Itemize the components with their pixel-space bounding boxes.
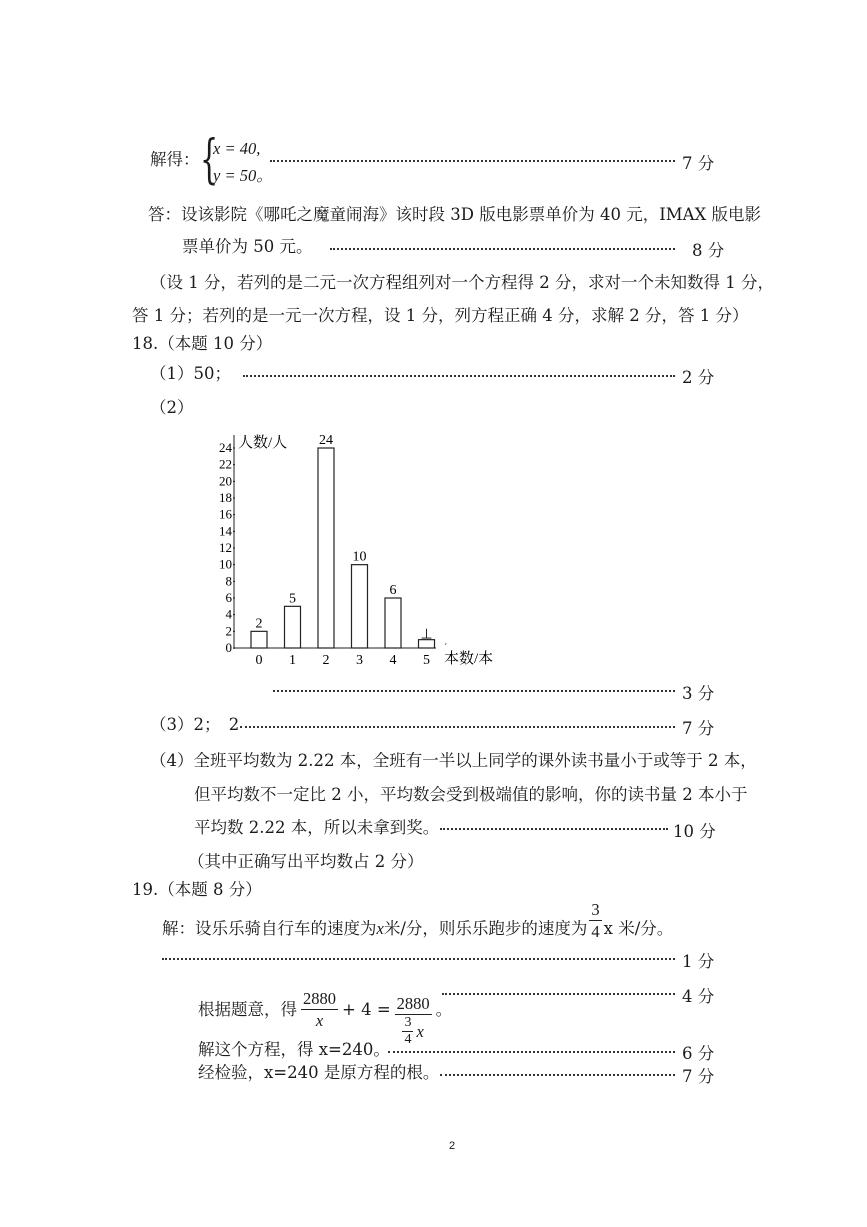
denominator-variable: x (416, 1021, 424, 1041)
y-tick-label: 8 (225, 573, 232, 589)
score: 1 分 (682, 952, 715, 971)
score: 7 分 (682, 1067, 715, 1086)
data-label: 6 (389, 583, 397, 598)
y-tick-label: 24 (219, 440, 232, 455)
fraction-2880-over-x (301, 989, 338, 1032)
part-1-answer: （1）50； (150, 364, 231, 383)
y-tick-label: 12 (219, 540, 232, 555)
x-tick-label: 5 (423, 653, 430, 668)
fraction-denominator: 4 (591, 922, 600, 941)
y-tick-label: 10 (219, 556, 232, 572)
bar-chart (200, 425, 520, 675)
leader-dots (240, 726, 675, 728)
x-tick-label: 2 (322, 653, 330, 668)
equation-middle: + 4 = (342, 1000, 391, 1019)
equation-x: x = 40, (213, 139, 261, 158)
leader-dots (388, 1051, 675, 1053)
fraction-numerator: 2880 (303, 988, 336, 1008)
y-tick-label: 0 (225, 640, 232, 655)
brace-symbol: { (200, 130, 219, 190)
equation-end: 。 (435, 1000, 453, 1019)
nested-numerator: 3 (404, 1015, 412, 1030)
intro-text-a: 解：设乐乐骑自行车的速度为 (162, 918, 377, 938)
bar (352, 565, 368, 648)
fraction-numerator: 3 (591, 900, 600, 919)
y-tick-label: 2 (225, 623, 232, 639)
axis-arrow-mark: ˊ (444, 643, 448, 654)
y-tick-labels (219, 440, 235, 655)
y-tick-label: 16 (219, 506, 232, 522)
x-axis-label: 本数/本 (444, 651, 494, 667)
x-tick-label: 3 (356, 653, 363, 668)
leader-dots (330, 248, 675, 250)
bar (318, 448, 334, 648)
part-4-note: （其中正确写出平均数占 2 分） (188, 852, 424, 871)
leader-dots (162, 958, 675, 960)
q19-intro (162, 900, 674, 943)
x-tick-label: 4 (389, 653, 397, 668)
question-19-heading: 19.（本题 8 分） (132, 880, 262, 899)
part-4-line-3: 平均数 2.22 本，所以未拿到奖。 (194, 818, 440, 837)
part-4-line-1: （4）全班平均数为 2.22 本，全班有一半以上同学的课外读书量小于或等于 2 本， (150, 751, 757, 770)
y-tick-label: 6 (225, 590, 232, 605)
score: 10 分 (673, 822, 716, 841)
score: 8 分 (692, 241, 725, 260)
solve-label: 解得： (150, 150, 200, 169)
page-number: 2 (449, 1140, 456, 1152)
score: 2 分 (682, 368, 715, 387)
check-line: 经检验，x=240 是原方程的根。 (198, 1063, 440, 1082)
leader-dots (243, 375, 675, 377)
data-label: 10 (352, 549, 367, 565)
solve-line: 解这个方程，得 x=240。 (198, 1040, 390, 1059)
equation-y: y = 50。 (213, 166, 273, 185)
bars (251, 433, 435, 668)
score: 3 分 (682, 684, 715, 703)
part-3-answer: （3）2； 2 (150, 715, 240, 734)
bar (385, 598, 401, 648)
data-label: 5 (289, 591, 296, 607)
y-tick-label: 14 (219, 523, 232, 539)
leader-dots (442, 993, 675, 995)
fraction-denominator: x (315, 1010, 324, 1030)
intro-text-c: x 米/分。 (603, 918, 674, 938)
nested-fraction (402, 1015, 413, 1048)
part-4-line-2: 但平均数不一定比 2 小，平均数会受到极端值的影响，你的读书量 2 本小于 (194, 785, 748, 804)
equation-prefix: 根据题意，得 (198, 1000, 297, 1019)
equation-line (198, 972, 452, 1048)
score: 7 分 (682, 154, 715, 173)
intro-text-b: 米/分，则乐乐跑步的速度为 (383, 918, 588, 938)
leader-dots (270, 160, 675, 162)
answer-line-2: 票单价为 50 元。 (182, 237, 313, 256)
x-tick-label: 1 (289, 653, 296, 668)
question-18-heading: 18.（本题 10 分） (132, 334, 273, 353)
y-tick-label: 22 (219, 456, 232, 472)
compound-denominator (402, 1015, 423, 1048)
fraction-2880-over-three-quarter-x (395, 994, 432, 1048)
bar (251, 631, 267, 648)
nested-denominator: 4 (404, 1032, 412, 1047)
y-axis-label: 人数/人 (238, 435, 288, 451)
score: 4 分 (682, 987, 715, 1006)
answer-line-1: 答：设该影院《哪吒之魔童闹海》该时段 3D 版电影票单价为 40 元，IMAX 版电影 (148, 205, 762, 224)
fraction-numerator: 2880 (396, 994, 430, 1013)
data-label: ⊥ (420, 627, 433, 643)
y-tick-label: 20 (219, 473, 232, 489)
y-tick-label: 4 (225, 606, 232, 622)
leader-dots (440, 828, 668, 830)
data-label: 2 (255, 616, 263, 632)
grading-note-line-1: （设 1 分，若列的是二元一次方程组列对一个方程得 2 分，求对一个未知数得 1 分， (150, 273, 774, 292)
y-tick-label: 18 (219, 490, 232, 505)
part-2-label: （2） (150, 398, 194, 417)
leader-dots (440, 1074, 675, 1076)
data-label: 24 (319, 433, 333, 448)
fraction-three-quarters (589, 900, 601, 943)
leader-dots (273, 690, 675, 692)
intro-variable: x (376, 918, 384, 938)
x-tick-label: 0 (255, 653, 263, 668)
grading-note-line-2: 答 1 分；若列的是一元一次方程，设 1 分，列方程正确 4 分，求解 2 分，答 1 分） (132, 306, 749, 325)
score: 6 分 (682, 1044, 715, 1063)
score: 7 分 (682, 719, 715, 738)
bar (285, 606, 301, 648)
